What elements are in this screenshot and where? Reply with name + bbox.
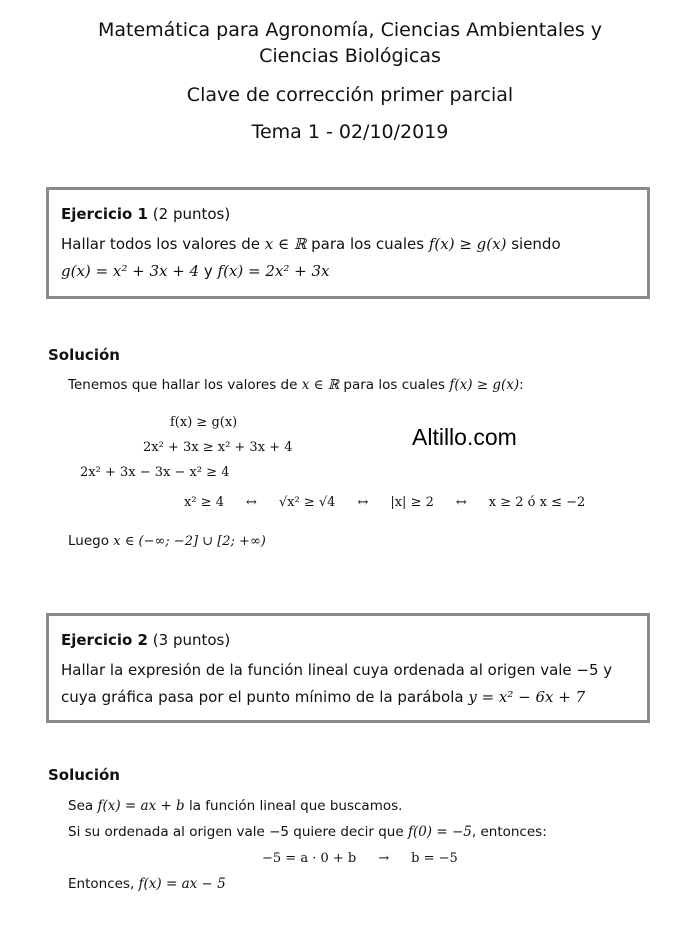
text-segment: cuya gráfica pasa por el punto mínimo de la parábola <box>61 688 469 706</box>
text-segment: Hallar todos los valores de <box>61 235 265 253</box>
math-segment: g(x) = x² + 3x + 4 <box>61 262 200 280</box>
math-segment: x ∈ ℝ <box>264 235 307 253</box>
equivalence-arrow: ↔ <box>357 495 369 510</box>
exercise-1-title: Ejercicio 1 <box>61 205 148 223</box>
math-segment: f(x) = 2x² + 3x <box>217 262 330 280</box>
math-segment: x ≥ 2 ó x ≤ −2 <box>488 495 586 510</box>
solution-1-eq2: 2x² + 3x ≥ x² + 3x + 4 <box>143 440 293 455</box>
math-segment: f(0) = −5 <box>407 824 472 840</box>
text-segment: siendo <box>506 235 561 253</box>
text-segment: : <box>519 377 524 393</box>
exercise-2-title: Ejercicio 2 <box>61 631 148 649</box>
math-segment: y = x² − 6x + 7 <box>468 688 586 706</box>
math-segment: f(x) ≥ g(x) <box>449 377 520 393</box>
document-subtitle: Clave de corrección primer parcial <box>186 84 514 106</box>
solution-2-line1 <box>68 798 402 814</box>
equivalence-arrow: ↔ <box>455 495 467 510</box>
text-segment: la función lineal que buscamos. <box>184 798 403 814</box>
exercise-1-box <box>46 187 650 299</box>
exercise-1-statement-line1 <box>61 231 635 258</box>
exercise-2-statement-line2 <box>61 684 635 711</box>
exercise-2-points: (3 puntos) <box>152 631 231 649</box>
text-segment: Si su ordenada al origen vale −5 quiere decir que <box>68 824 408 840</box>
course-title-line1: Matemática para Agronomía, Ciencias Ambientales y <box>97 19 603 41</box>
math-segment: f(x) = ax + b <box>97 798 185 814</box>
course-title-line2: Ciencias Biológicas <box>259 45 441 67</box>
math-segment: f(x) ≥ g(x) <box>428 235 507 253</box>
exercise-1-heading <box>61 204 635 224</box>
solution-2-heading: Solución <box>48 766 120 784</box>
text-segment: para los cuales <box>306 235 429 253</box>
solution-1-eq3: 2x² + 3x − 3x − x² ≥ 4 <box>80 465 230 480</box>
solution-1-heading: Solución <box>48 346 120 364</box>
exercise-2-heading <box>61 630 635 650</box>
math-segment: √x² ≥ √4 <box>278 495 336 510</box>
solution-1-eq1: f(x) ≥ g(x) <box>170 415 238 430</box>
exercise-2-statement-line1: Hallar la expresión de la función lineal cuya ordenada al origen vale −5 y <box>61 661 613 679</box>
text-segment: , entonces: <box>471 824 547 840</box>
math-segment: −5 = a · 0 + b <box>262 851 357 866</box>
solution-2-line2 <box>68 824 547 840</box>
exercise-2-box <box>46 613 650 723</box>
solution-1-eq4 <box>184 495 585 510</box>
text-segment: Sea <box>68 798 98 814</box>
solution-2-equation <box>262 851 458 866</box>
solution-1-conclusion <box>68 533 266 549</box>
implies-arrow: → <box>378 851 390 866</box>
math-segment: x ∈ (−∞; −2] ∪ [2; +∞) <box>113 534 266 549</box>
math-segment: x ∈ ℝ <box>301 377 340 393</box>
exercise-1-statement-line2 <box>61 258 635 285</box>
text-segment: Tenemos que hallar los valores de <box>68 377 302 393</box>
text-segment: para los cuales <box>339 377 450 393</box>
watermark-text: Altillo.com <box>412 424 517 450</box>
solution-2-line3 <box>68 876 226 892</box>
exam-theme-date: Tema 1 - 02/10/2019 <box>251 121 449 143</box>
text-segment: Luego <box>68 533 114 549</box>
math-segment: f(x) = ax − 5 <box>138 876 226 892</box>
exercise-1-points: (2 puntos) <box>152 205 231 223</box>
text-segment: Entonces, <box>68 876 139 892</box>
math-segment: |x| ≥ 2 <box>390 495 434 510</box>
math-segment: b = −5 <box>411 851 458 866</box>
text-segment: y <box>199 262 218 280</box>
equivalence-arrow: ↔ <box>245 495 257 510</box>
math-segment: x² ≥ 4 <box>184 495 224 510</box>
solution-1-intro <box>68 377 524 393</box>
